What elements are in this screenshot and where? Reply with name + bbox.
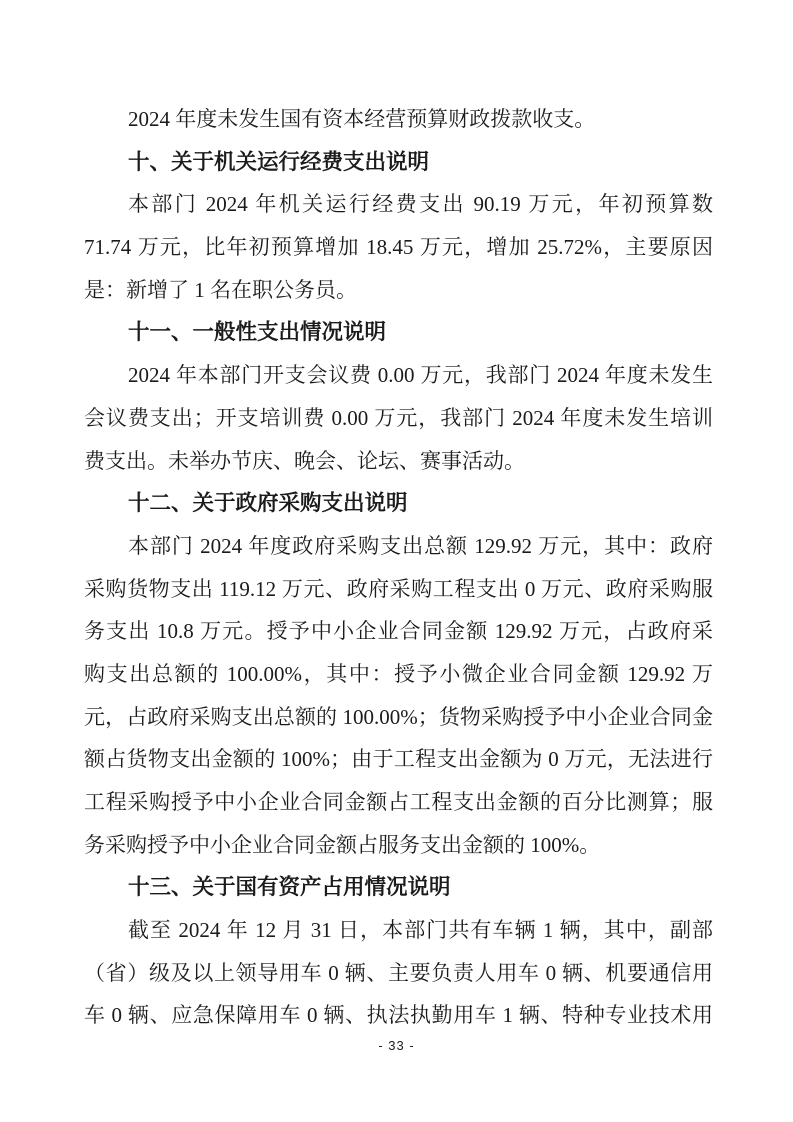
paragraph-line: 2024 年本部门开支会议费 0.00 万元，我部门 2024 年度未发生 (128, 363, 713, 388)
paragraph-line: 车 0 辆、应急保障用车 0 辆、执法执勤用车 1 辆、特种专业技术用 (84, 1003, 713, 1028)
section-heading-10: 十、关于机关运行经费支出说明 (128, 149, 430, 174)
page-number: - 33 - (378, 1038, 415, 1053)
paragraph-line: 截至 2024 年 12 月 31 日，本部门共有车辆 1 辆，其中，副部 (128, 918, 713, 943)
paragraph-line: 本部门 2024 年度政府采购支出总额 129.92 万元，其中：政府 (128, 533, 713, 558)
paragraph-line: 元，占政府采购支出总额的 100.00%；货物采购授予中小企业合同金 (84, 704, 713, 729)
section-heading-11: 十一、一般性支出情况说明 (128, 320, 387, 345)
paragraph-line: 本部门 2024 年机关运行经费支出 90.19 万元，年初预算数 (128, 192, 713, 217)
section-heading-13: 十三、关于国有资产占用情况说明 (128, 875, 451, 900)
intro-line: 2024 年度未发生国有资本经营预算财政拨款收支。 (128, 107, 596, 131)
paragraph-line: 71.74 万元，比年初预算增加 18.45 万元，增加 25.72%，主要原因 (84, 235, 713, 260)
paragraph-line: 会议费支出；开支培训费 0.00 万元，我部门 2024 年度未发生培训 (84, 405, 713, 430)
page-footer (0, 1036, 793, 1056)
paragraph-line: 务采购授予中小企业合同金额占服务支出金额的 100%。 (84, 832, 601, 857)
section-heading-12: 十二、关于政府采购支出说明 (128, 491, 408, 516)
paragraph-line: 务支出 10.8 万元。授予中小企业合同金额 129.92 万元，占政府采 (84, 619, 713, 644)
paragraph-line: （省）级及以上领导用车 0 辆、主要负责人用车 0 辆、机要通信用 (84, 960, 713, 985)
paragraph-line: 采购货物支出 119.12 万元、政府采购工程支出 0 万元、政府采购服 (84, 576, 713, 601)
paragraph-line: 费支出。未举办节庆、晚会、论坛、赛事活动。 (84, 448, 525, 473)
paragraph-line: 是：新增了 1 名在职公务员。 (84, 277, 357, 302)
paragraph-line: 额占货物支出金额的 100%；由于工程支出金额为 0 万元，无法进行 (84, 747, 713, 772)
paragraph-line: 工程采购授予中小企业合同金额占工程支出金额的百分比测算；服 (84, 790, 713, 814)
document-body (84, 98, 713, 1037)
paragraph-line: 购支出总额的 100.00%，其中：授予小微企业合同金额 129.92 万 (84, 661, 713, 686)
